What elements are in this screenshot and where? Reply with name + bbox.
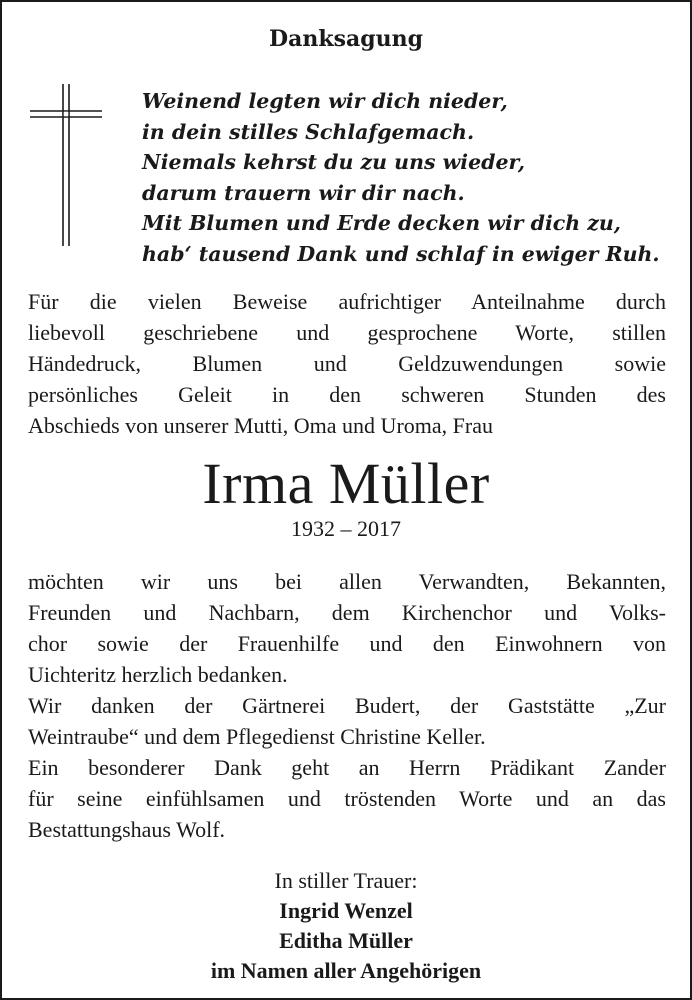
poem-line: darum trauern wir dir nach. [142, 180, 465, 205]
poem-line: Mit Blumen und Erde decken wir dich zu, [142, 211, 621, 235]
signature-name: Ingrid Wenzel [279, 898, 413, 923]
text-line: Für die vielen Beweise aufrichtiger Anteilnahme durch [28, 289, 666, 314]
text-line: für seine einfühlsamen und tröstenden Worte und an das [28, 786, 666, 811]
deceased-dates: 1932 – 2017 [291, 516, 401, 541]
signature-family: im Namen aller Angehörigen [210, 958, 482, 983]
poem-line: Weinend legten wir dich nieder, [142, 89, 508, 113]
thanks-paragraph [28, 566, 666, 845]
text-line: Weintraube“ und dem Pflegedienst Christine Keller. [28, 724, 486, 749]
poem-line: hab‘ tausend Dank und schlaf in ewiger Ruh. [142, 241, 660, 266]
poem [142, 86, 672, 269]
poem-line: in dein stilles Schlafgemach. [142, 119, 475, 144]
deceased-name: Irma Müller [202, 451, 490, 516]
intro-paragraph [28, 286, 666, 441]
text-line: Freunden und Nachbarn, dem Kirchenchor und Volks- [28, 600, 666, 625]
poem-line: Niemals kehrst du zu uns wieder, [142, 150, 525, 174]
signature-block [0, 866, 692, 986]
signature-name: Editha Müller [279, 928, 413, 953]
text-line: möchten wir uns bei allen Verwandten, Bekannten, [28, 569, 666, 594]
text-line: Abschieds von unserer Mutti, Oma und Uroma, Frau [28, 413, 493, 438]
text-line: chor sowie der Frauenhilfe und den Einwohnern von [28, 631, 666, 656]
text-line: Ein besonderer Dank geht an Herrn Prädikant Zander [28, 755, 666, 780]
cross-icon [30, 84, 102, 246]
notice-heading: Danksagung [269, 26, 423, 52]
text-line: Bestattungshaus Wolf. [28, 817, 226, 842]
text-line: persönliches Geleit in den schweren Stunden des [28, 382, 666, 407]
text-line: Wir danken der Gärtnerei Budert, der Gaststätte „Zur [28, 693, 666, 718]
signature-intro: In stiller Trauer: [274, 868, 418, 893]
text-line: Uichteritz herzlich bedanken. [28, 662, 288, 687]
text-line: liebevoll geschriebene und gesprochene Worte, stillen [28, 320, 666, 345]
text-line: Händedruck, Blumen und Geldzuwendungen sowie [28, 351, 666, 376]
